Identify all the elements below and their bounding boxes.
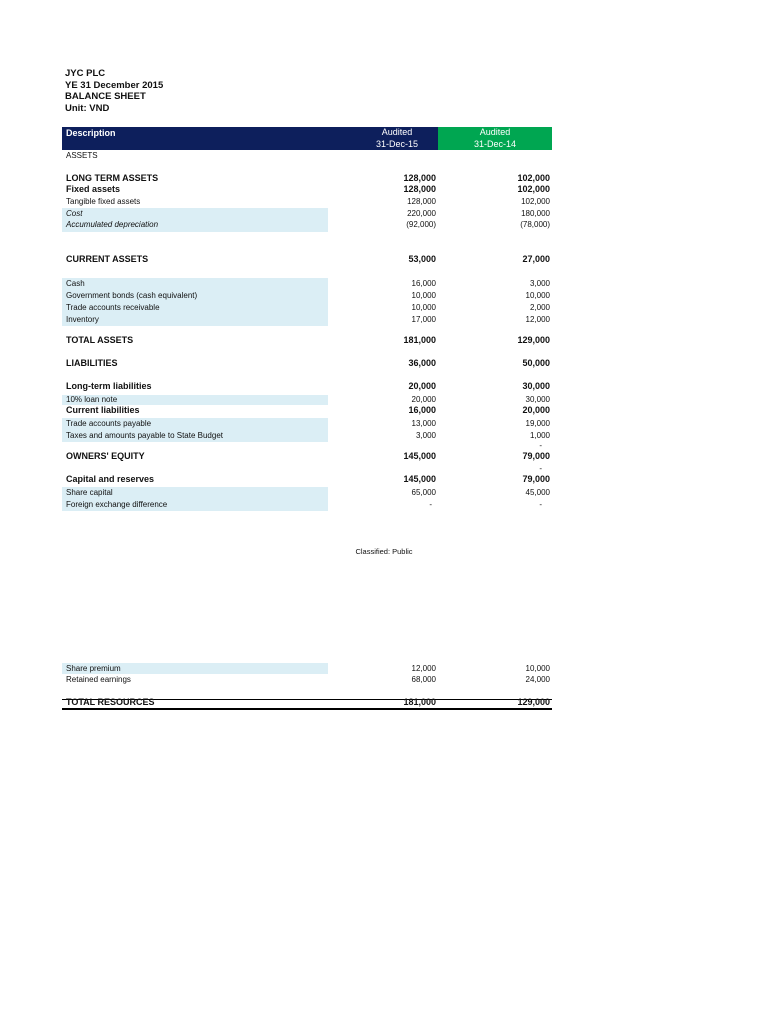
- value-2015: 20,000: [411, 395, 436, 404]
- row-label: OWNERS' EQUITY: [66, 451, 145, 461]
- column-header-2015-status: Audited: [381, 127, 413, 137]
- value-2014: 102,000: [517, 184, 550, 194]
- row-label: 10% loan note: [66, 395, 118, 404]
- table-row-retained-earnings: [62, 674, 552, 685]
- value-2015: 3,000: [415, 431, 436, 440]
- value-2014: 79,000: [522, 451, 550, 461]
- value-2014: 79,000: [522, 474, 550, 484]
- value-2015: 16,000: [411, 279, 436, 288]
- value-2014: -: [539, 464, 542, 473]
- row-label: CURRENT ASSETS: [66, 254, 149, 264]
- row-label: Accumulated depreciation: [66, 220, 159, 229]
- table-row-tangible-fixed-assets: [62, 196, 552, 207]
- row-label: Share capital: [66, 488, 113, 497]
- value-2014: 10,000: [525, 664, 550, 673]
- table-row-foreign-exchange-difference: [62, 499, 552, 511]
- value-2015: 181,000: [403, 697, 436, 707]
- table-header: [62, 127, 552, 150]
- row-label: Taxes and amounts payable to State Budget: [66, 431, 223, 440]
- value-2014: 45,000: [525, 488, 550, 497]
- value-2015: 16,000: [408, 405, 436, 415]
- column-header-2015-date: 31-Dec-15: [375, 138, 419, 149]
- value-2014: 30,000: [525, 395, 550, 404]
- value-2015: 17,000: [411, 315, 436, 324]
- table-row-inventory: [62, 314, 552, 326]
- value-2014: 129,000: [517, 335, 550, 345]
- table-row-current-liabilities: [62, 405, 552, 416]
- value-2014: 50,000: [522, 358, 550, 368]
- statement-title: BALANCE SHEET: [65, 91, 146, 103]
- row-shade: [62, 278, 328, 290]
- table-row-spacer-dash: [62, 463, 552, 474]
- table-row-accumulated-depreciation: [62, 219, 552, 232]
- unit: Unit: VND: [65, 102, 110, 114]
- table-row-owners-equity: [62, 451, 552, 462]
- row-label: Inventory: [66, 315, 99, 324]
- value-2014: 24,000: [525, 675, 550, 684]
- row-label: Retained earnings: [66, 675, 131, 684]
- column-header-2014: [438, 127, 552, 150]
- table-row-capital-and-reserves: [62, 474, 552, 485]
- value-2014: (78,000): [520, 220, 550, 229]
- value-2015: 145,000: [403, 451, 436, 461]
- table-row-loan-note: [62, 395, 552, 405]
- table-row-share-premium: [62, 663, 552, 674]
- row-label: Fixed assets: [66, 184, 121, 194]
- row-label: Cash: [66, 279, 85, 288]
- total-rule-bottom: [62, 708, 552, 710]
- row-label: Capital and reserves: [66, 474, 155, 484]
- row-label: ASSETS: [66, 151, 98, 160]
- row-label: LONG TERM ASSETS: [66, 173, 159, 183]
- report-header: [65, 68, 163, 114]
- table-row-current-assets: [62, 254, 552, 265]
- value-2015: 12,000: [411, 664, 436, 673]
- table-row-government-bonds: [62, 290, 552, 302]
- row-label: Government bonds (cash equivalent): [66, 291, 198, 300]
- value-2014: 12,000: [525, 315, 550, 324]
- row-label: Foreign exchange difference: [66, 500, 168, 509]
- value-2014: 102,000: [521, 197, 550, 206]
- value-2015: 220,000: [407, 209, 436, 218]
- value-2015: 13,000: [411, 419, 436, 428]
- value-2015: (92,000): [406, 220, 436, 229]
- value-2015: 128,000: [403, 184, 436, 194]
- value-2014: -: [539, 500, 542, 509]
- value-2014: -: [539, 441, 542, 450]
- row-label: Trade accounts payable: [66, 419, 152, 428]
- row-label: LIABILITIES: [66, 358, 118, 368]
- table-row-fixed-assets: [62, 184, 552, 195]
- row-label: Cost: [66, 209, 83, 218]
- value-2014: 129,000: [517, 697, 550, 707]
- value-2015: 65,000: [411, 488, 436, 497]
- table-row-trade-accounts-receivable: [62, 302, 552, 314]
- value-2015: 128,000: [407, 197, 436, 206]
- column-header-2014-status: Audited: [479, 127, 511, 137]
- table-row-long-term-liabilities: [62, 381, 552, 392]
- value-2015: 68,000: [411, 675, 436, 684]
- classification-label: Classified: Public: [355, 547, 413, 556]
- value-2014: 3,000: [529, 279, 550, 288]
- value-2014: 20,000: [522, 405, 550, 415]
- row-label: Current liabilities: [66, 405, 140, 415]
- value-2014: 2,000: [529, 303, 550, 312]
- column-header-2015: [356, 127, 438, 150]
- table-row-long-term-assets: [62, 173, 552, 184]
- value-2014: 30,000: [522, 381, 550, 391]
- table-row-assets: [62, 150, 552, 161]
- value-2014: 1,000: [529, 431, 550, 440]
- row-label: TOTAL RESOURCES: [66, 697, 155, 707]
- table-row-cost: [62, 208, 552, 219]
- company-name: JYC PLC: [65, 68, 106, 79]
- value-2014: 27,000: [522, 254, 550, 264]
- row-label: Long-term liabilities: [66, 381, 152, 391]
- value-2015: 10,000: [411, 291, 436, 300]
- value-2014: 10,000: [525, 291, 550, 300]
- value-2014: 102,000: [517, 173, 550, 183]
- table-row-total-resources: [62, 697, 552, 708]
- value-2015: -: [429, 500, 432, 509]
- row-shade: [62, 208, 328, 219]
- description-header-label: Description: [66, 128, 116, 138]
- value-2015: 128,000: [403, 173, 436, 183]
- table-row-share-capital: [62, 487, 552, 499]
- row-label: TOTAL ASSETS: [66, 335, 134, 345]
- table-row-total-assets: [62, 335, 552, 346]
- value-2014: 180,000: [521, 209, 550, 218]
- table-row-trade-accounts-payable: [62, 418, 552, 430]
- value-2014: 19,000: [525, 419, 550, 428]
- value-2015: 10,000: [411, 303, 436, 312]
- value-2015: 36,000: [408, 358, 436, 368]
- row-label: Trade accounts receivable: [66, 303, 160, 312]
- column-header-2014-date: 31-Dec-14: [473, 138, 517, 149]
- value-2015: 20,000: [408, 381, 436, 391]
- table-row-spacer-dash: [62, 440, 552, 451]
- row-label: Share premium: [66, 664, 121, 673]
- table-row-liabilities: [62, 358, 552, 369]
- row-label: Tangible fixed assets: [66, 197, 141, 206]
- value-2015: 53,000: [408, 254, 436, 264]
- period: YE 31 December 2015: [65, 79, 164, 91]
- value-2015: 181,000: [403, 335, 436, 345]
- value-2015: 145,000: [403, 474, 436, 484]
- table-row-cash: [62, 278, 552, 290]
- row-shade: [62, 314, 328, 326]
